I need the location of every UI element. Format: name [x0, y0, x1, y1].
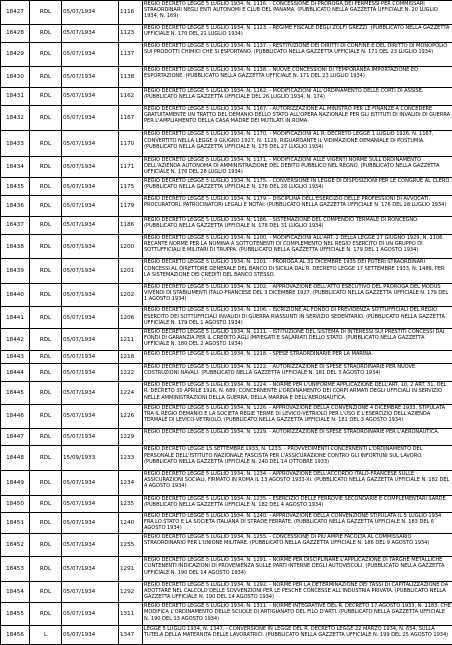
register-row	[1, 533, 452, 557]
act-type: RDL	[30, 446, 62, 471]
act-date: 05/07/1934	[62, 196, 119, 216]
record-number: 18431	[1, 87, 30, 105]
act-description: LEGGE 5 LUGLIO 1934, N. 1347. - CONVERSIONE IN LEGGE DEL R. DECRETO LEGGE 22 MARZO 1934, N. 654, SULLA TUTELA DELLA MATERNITA DELLE LAVORATRICI. (PUBBLICATO NELLA GAZZETTA UFFICIALE N. 199 DEL 25 AGOSTO 1934)	[143, 625, 452, 644]
record-number: 18429	[1, 42, 30, 67]
act-type: RDL	[30, 533, 62, 557]
act-description: REGIO DECRETO LEGGE 5 LUGLIO 1934, N. 1291. - NORME PER DISCIPLINARE L'APPLICAZIONE DI TARGHE METALLICHE CONTENENTI INDICAZIONI DI PROVENIENZA SULLE PARTI INTERNE DEGLI AUTOVEICOLI. (PUBBLICATO NELLA GAZZETTA UFFICIALE N. 190 DEL 14 AGOSTO 1934)	[143, 557, 452, 582]
act-date: 05/07/1934	[62, 283, 119, 307]
act-date: 05/07/1934	[62, 42, 119, 67]
act-description: REGIO DECRETO LEGGE 5 LUGLIO 1934, N. 1200. - MODIFICAZIONI ALL'ART. 2 DELLA LEGGE 27 GIUGNO 1929, N. 1106, RECANTE NORME PER LA NOMINA A SOTTOTENENTI DI COMPLEMENTO NEL REGIO ESERCITO DI UN GRUPPO DI SOTTUFFICIALI E MILITARI DI TRUPPA. (PUBBLICATO NELLA GAZZETTA UFFICIALE N. 179 DEL 1 AGOSTO 1934)	[143, 234, 452, 259]
act-date: 05/07/1934	[62, 157, 119, 178]
register-body	[1, 1, 452, 645]
record-number: 18443	[1, 351, 30, 364]
record-number: 18444	[1, 364, 30, 382]
act-sequence-number: 1292	[119, 581, 143, 602]
act-date: 05/07/1934	[62, 581, 119, 602]
register-row	[1, 495, 452, 512]
record-number: 18436	[1, 196, 30, 216]
act-description: REGIO DECRETO LEGGE 15 SETTEMBRE 1933, N. 1233. - PROVVEDIMENTI CONCERNENTI L'ORDINAMENTO DEL PERSONALE DELL'ISTITUTO NAZIONALE FASCISTA PER L'ASSICURAZIONE CONTRO GLI INFORTUNI SUL LAVORO. (PUBBLICATO NELLA GAZZETTA UFFICIALE N. 240 DEL 14 OTTOBRE 1933)	[143, 446, 452, 471]
record-number: 18441	[1, 307, 30, 328]
act-description: REGIO DECRETO LEGGE 5 LUGLIO 1934, N. 1167. - AUTORIZZAZIONE AL MINISTRO PER LE FINANZE A CONCEDERE GRATUITAMENTE UN TRATTO DEL DEMANIO DELLO STATO ALL'OPERA NAZIONALE PER GLI ISTITUTI DI INVALIDI DI GUERRA PER L'AMPLIAMENTO DELLA CASA MADRE DEI MUTILATI IN ROMA.	[143, 105, 452, 131]
act-sequence-number: 1224	[119, 382, 143, 404]
record-number: 18435	[1, 178, 30, 196]
act-sequence-number: 1138	[119, 67, 143, 87]
act-date: 05/07/1934	[62, 259, 119, 284]
act-sequence-number: 1229	[119, 429, 143, 446]
act-sequence-number: 1211	[119, 328, 143, 350]
register-row	[1, 216, 452, 234]
act-sequence-number: 1311	[119, 603, 143, 625]
act-description: REGIO DECRETO LEGGE 5 LUGLIO 1934, N. 1235. - ESERCIZIO DELLE FERROVIE SECONDARIE E COMPLEMENTARI SARDE. (PUBBLICATO NELLA GAZZETTA UFFICIALE N. 182 DEL 4 AGOSTO 1934)	[143, 495, 452, 512]
act-description: REGIO DECRETO LEGGE 5 LUGLIO 1934, N. 1292. - NORME PER LA DETERMINAZIONE DEI TASSI DI CAPITALIZZAZIONE DA ADOTTARE NEL CALCOLO DELLE SOVVENZIONI PER LE PESCHE CONCESSE ALL'INDUSTRIA PRIVATA. (PUBBLICATO NELLA GAZZETTA UFFICIALE N. 190 DEL 14 AGOSTO 1934)	[143, 581, 452, 602]
act-description: REGIO DECRETO LEGGE 5 LUGLIO 1934, N. 1201. - PROROGA AL 31 DICEMBRE 1935 DEI POTERI STRAORDINARI CONCESSI AL DIRETTORE GENERALE DEL BANCO DI SICILIA DAL R. DECRETO LEGGE 17 SETTEMBRE 1933, N. 1486, PER LA SISTEMAZIONE DEI CREDITI DEL BANCO STESSO.	[143, 259, 452, 284]
act-sequence-number: 1233	[119, 446, 143, 471]
act-type: RDL	[30, 470, 62, 495]
register-row	[1, 131, 452, 157]
act-type: RDL	[30, 429, 62, 446]
record-number: 18456	[1, 625, 30, 644]
register-row	[1, 429, 452, 446]
act-date: 05/07/1934	[62, 512, 119, 533]
record-number: 18430	[1, 67, 30, 87]
record-number: 18433	[1, 131, 30, 157]
act-sequence-number: 1255	[119, 533, 143, 557]
act-date: 05/07/1934	[62, 625, 119, 644]
register-row	[1, 470, 452, 495]
act-description: REGIO DECRETO LEGGE 5 LUGLIO 1934, N. 1138. - NUOVE CONCESSIONI DI TEMPORANEA IMPORTAZIONE ED ESPORTAZIONE. (PUBBLICATO NELLA GAZZETTA UFFICIALE N. 171 DEL 23 LUGLIO 1934)	[143, 67, 452, 87]
act-type: RDL	[30, 196, 62, 216]
act-type: RDL	[30, 495, 62, 512]
act-sequence-number: 1206	[119, 307, 143, 328]
act-type: RDL	[30, 67, 62, 87]
record-number: 18446	[1, 404, 30, 429]
register-row	[1, 67, 452, 87]
act-description: REGIO DECRETO LEGGE 5 LUGLIO 1934, N. 1202. - APPROVAZIONE DELL'ATTO ESECUTIVO DEL PROROGA DEL MODUS VIVENDI DI STABILIMENTI ITALO-FRANCESE DEL 3 DICEMBRE 1927. (PUBBLICATO NELLA GAZZETTA UFFICIALE N. 179 DEL 1 AGOSTO 1934)	[143, 283, 452, 307]
act-date: 05/07/1934	[62, 1, 119, 25]
act-date: 05/07/1934	[62, 495, 119, 512]
register-row	[1, 259, 452, 284]
record-number: 18450	[1, 495, 30, 512]
act-sequence-number: 1235	[119, 495, 143, 512]
act-type: RDL	[30, 105, 62, 131]
act-sequence-number: 1201	[119, 259, 143, 284]
register-row	[1, 382, 452, 404]
register-row	[1, 1, 452, 25]
act-sequence-number: 1179	[119, 196, 143, 216]
act-date: 05/07/1934	[62, 216, 119, 234]
act-description: REGIO DECRETO LEGGE 5 LUGLIO 1934, N. 1234. - APPROVAZIONE DELL'ACCORDO ITALO-FRANCESE SULLE ASSICURAZIONI SOCIALI, FIRMATO IN ROMA IL 13 AGOSTO 1933-XI. (PUBBLICATO NELLA GAZZETTA UFFICIALE N. 182 DEL 4 AGOSTO 1934)	[143, 470, 452, 495]
act-description: REGIO DECRETO LEGGE 5 LUGLIO 1934, N. 1123. - REGIME FISCALE DEGLI ZOLFI GREZZI. (PUBBLICATO NELLA GAZZETTA UFFICIALE N. 170 DEL 21 LUGLIO 1934)	[143, 24, 452, 42]
act-date: 05/07/1934	[62, 382, 119, 404]
act-type: L	[30, 625, 62, 644]
register-row	[1, 196, 452, 216]
act-sequence-number: 1137	[119, 42, 143, 67]
act-date: 05/07/1934	[62, 105, 119, 131]
act-sequence-number: 1170	[119, 131, 143, 157]
record-number: 18428	[1, 24, 30, 42]
register-row	[1, 157, 452, 178]
act-type: RDL	[30, 87, 62, 105]
act-description: REGIO DECRETO LEGGE 5 LUGLIO 1934, N. 1206. - ISCRIZIONE AL FONDO DI PREVIDENZA SOTTUFFICIALI DEL REGIO ESERCITO DEI SOTTUFFICIALI INVALIDI DI GUERRA RIASSUNTI IN SERVIZIO SEDENTARIO. (PUBBLICATO NELLA GAZZETTA UFFICIALE N. 179 DEL 1 AGOSTO 1934)	[143, 307, 452, 328]
act-description: REGIO DECRETO LEGGE 5 LUGLIO 1934, N. 1175. - CONVERSIONE IN LEGGE DI DISPOSIZIONI PER LE CONGRUE AL CLERO. (PUBBLICATO NELLA GAZZETTA UFFICIALE N. 176 DEL 28 LUGLIO 1934)	[143, 178, 452, 196]
act-sequence-number: 1291	[119, 557, 143, 582]
register-row	[1, 446, 452, 471]
act-date: 05/07/1934	[62, 557, 119, 582]
register-row	[1, 581, 452, 602]
act-description: REGIO DECRETO LEGGE 5 LUGLIO 1934, N. 1179. - DISCIPLINA DELL'ESERCIZIO DELLE PROFESSIONI DI AVVOCATI, PROCURATORI, PATROCINATORI LEGALI E NOTAI. (PUBBLICATO NELLA GAZZETTA UFFICIALE N. 176 DEL 28 LUGLIO 1934)	[143, 196, 452, 216]
act-sequence-number: 1347	[119, 625, 143, 644]
record-number: 18452	[1, 533, 30, 557]
act-sequence-number: 1123	[119, 24, 143, 42]
record-number: 18437	[1, 216, 30, 234]
act-date: 05/07/1934	[62, 603, 119, 625]
act-type: RDL	[30, 24, 62, 42]
act-date: 05/07/1934	[62, 533, 119, 557]
register-row	[1, 178, 452, 196]
act-type: RDL	[30, 1, 62, 25]
act-description: REGIO DECRETO LEGGE 5 LUGLIO 1934, N. 1137. - RESTITUZIONE DEI DIRITTI DI CONFINE E DEL DIRITTO DI MONOPOLIO SUI PRODOTTI CHIMICI CHE SI ESPORTANO. (PUBBLICATO NELLA GAZZETTA UFFICIALE N. 171 DEL 23 LUGLIO 1934)	[143, 42, 452, 67]
act-date: 05/07/1934	[62, 351, 119, 364]
act-description: REGIO DECRETO LEGGE 5 LUGLIO 1934, N. 1170. - MODIFICAZIONI AL R. DECRETO LEGGE 1 LUGLIO 1926, N. 1167, CONVERTITO NELLA LEGGE 9 GIUGNO 1927, N. 1129, RIGUARDANTE IL VIDIMAZIONE DEMANIALE DI POSTUMIA. (PUBBLICATO NELLA GAZZETTA UFFICIALE N. 175 DEL 27 LUGLIO 1934)	[143, 131, 452, 157]
act-description: REGIO DECRETO LEGGE 5 LUGLIO 1934, N. 1311. - NORME INTEGRATIVE DEL R. DECRETO 17 AGOSTO 1933, N. 1183, CHE MODIFICA L'ORDINAMENTO DELLE SCUOLE DI ARTIGIANATO DEL FILO D'ARTI. (PUBBLICATO NELLA GAZZETTA UFFICIALE N. 190 DEL 13 AGOSTO 1934)	[143, 603, 452, 625]
register-row	[1, 307, 452, 328]
act-description: REGIO DECRETO LEGGE 5 LUGLIO 1934, N. 1222. - AUTORIZZAZIONE DI SPESE STRAORDINARIE PER NUOVE COSTRUZIONI NAVALI. (PUBBLICATO NELLA GAZZETTA UFFICIALE N. 181 DEL 3 AGOSTO 1934)	[143, 364, 452, 382]
act-description: REGIO DECRETO LEGGE 5 LUGLIO 1934, N. 1255. - CONCESSIONE DI PIU AMPIE FACOLTA AL COMMISSARIO STRAORDINARIO PER L'UNIONE MILITARE. (PUBBLICATO NELLA GAZZETTA UFFICIALE N. 186 DEL 9 AGOSTO 1934)	[143, 533, 452, 557]
record-number: 18448	[1, 446, 30, 471]
record-number: 18438	[1, 234, 30, 259]
act-sequence-number: 1234	[119, 470, 143, 495]
act-sequence-number: 1226	[119, 404, 143, 429]
act-date: 05/07/1934	[62, 131, 119, 157]
register-row	[1, 351, 452, 364]
act-description: REGIO DECRETO LEGGE 5 LUGLIO 1934, N. 1186. - SISTEMAZIONE DEL COMPENDIO TERMALE DI RONCEGNO. (PUBBLICATO NELLA GAZZETTA UFFICIALE N. 178 DEL 31 LUGLIO 1934)	[143, 216, 452, 234]
act-type: RDL	[30, 404, 62, 429]
act-sequence-number: 1202	[119, 283, 143, 307]
act-type: RDL	[30, 512, 62, 533]
act-sequence-number: 1116	[119, 1, 143, 25]
act-sequence-number: 1218	[119, 351, 143, 364]
act-date: 05/07/1934	[62, 87, 119, 105]
act-type: RDL	[30, 328, 62, 350]
record-number: 18454	[1, 581, 30, 602]
act-description: REGIO DECRETO LEGGE 5 LUGLIO 1934, N. 1229. - AUTORIZZAZIONE DI SPESE STRAORDINARIE PER L'AERONAUTICA.	[143, 429, 452, 446]
act-type: RDL	[30, 42, 62, 67]
record-number: 18451	[1, 512, 30, 533]
act-date: 15/09/1933	[62, 446, 119, 471]
register-row	[1, 625, 452, 644]
record-number: 18434	[1, 157, 30, 178]
act-type: RDL	[30, 351, 62, 364]
act-date: 05/07/1934	[62, 328, 119, 350]
record-number: 18449	[1, 470, 30, 495]
record-number: 18427	[1, 1, 30, 25]
act-date: 05/07/1934	[62, 364, 119, 382]
register-row	[1, 42, 452, 67]
register-row	[1, 328, 452, 350]
register-row	[1, 87, 452, 105]
act-sequence-number: 1171	[119, 157, 143, 178]
record-number: 18445	[1, 382, 30, 404]
act-sequence-number: 1175	[119, 178, 143, 196]
act-type: RDL	[30, 307, 62, 328]
act-type: RDL	[30, 259, 62, 284]
act-type: RDL	[30, 234, 62, 259]
act-description: REGIO DECRETO LEGGE 5 LUGLIO 1934, N. 1211. - ISTITUZIONE DEL SISTEMA DI INTERESSI SUI PRESTITI CONCESSI DAI FONDI DI GARANZIA PER IL CREDITO AGLI IMPIEGATI E SALARIATI DELLO STATO. (PUBBLICATO NELLA GAZZETTA UFFICIALE N. 180 DEL 2 AGOSTO 1934)	[143, 328, 452, 350]
act-description: REGIO DECRETO LEGGE 5 LUGLIO 1934, N. 1162. - MODIFICAZIONI ALL'ORDINAMENTO DELLE CORTI DI ASSISE. (PUBBLICATO NELLA GAZZETTA UFFICIALE DEL 26 LUGLIO 1934, N. 174)	[143, 87, 452, 105]
record-number: 18453	[1, 557, 30, 582]
act-date: 05/07/1934	[62, 67, 119, 87]
record-number: 18432	[1, 105, 30, 131]
act-description: REGIO DECRETO LEGGE 5 LUGLIO 1934, N. 1218. - SPESE STRAORDINARIE PER LA MARINA.	[143, 351, 452, 364]
act-date: 05/07/1934	[62, 307, 119, 328]
register-row	[1, 105, 452, 131]
act-date: 05/07/1934	[62, 178, 119, 196]
act-description: REGIO DECRETO LEGGE 5 LUGLIO 1934, N. 1116. - CONCESSIONE DI PROROGA DEI PERMESSI PER COMMISSARI STRAORDINARI NEGLI ENTI AUTONOMI E CLUB DEL PANAMA. (PUBBLICATO NELLA GAZZETTA UFFICIALE N. 20 LUGLIO 1934, N. 169)	[143, 1, 452, 25]
act-type: RDL	[30, 382, 62, 404]
act-type: RDL	[30, 603, 62, 625]
register-row	[1, 404, 452, 429]
act-type: RDL	[30, 178, 62, 196]
act-sequence-number: 1186	[119, 216, 143, 234]
act-date: 05/07/1934	[62, 429, 119, 446]
register-row	[1, 512, 452, 533]
act-date: 05/07/1934	[62, 470, 119, 495]
act-type: RDL	[30, 364, 62, 382]
act-date: 05/07/1934	[62, 24, 119, 42]
act-description: REGIO DECRETO LEGGE 5 LUGLIO 1934, N. 1171. - MODIFICAZIONI ALLE VIGENTI NORME SULL'ORDINAMENTO DELL'AZIENDA AUTONOMA DI AMMINISTRAZIONE DEL DEBITO PUBBLICO NEL REGNO. (PUBBLICATO NELLA GAZZETTA UFFICIALE N. 176 DEL 28 LUGLIO 1934)	[143, 157, 452, 178]
register-row	[1, 557, 452, 582]
record-number: 18440	[1, 283, 30, 307]
record-number: 18447	[1, 429, 30, 446]
register-row	[1, 234, 452, 259]
act-sequence-number: 1200	[119, 234, 143, 259]
act-date: 05/07/1934	[62, 404, 119, 429]
record-number: 18442	[1, 328, 30, 350]
act-sequence-number: 1240	[119, 512, 143, 533]
act-type: RDL	[30, 216, 62, 234]
act-type: RDL	[30, 157, 62, 178]
register-row	[1, 364, 452, 382]
act-type: RDL	[30, 581, 62, 602]
act-sequence-number: 1162	[119, 87, 143, 105]
act-type: RDL	[30, 283, 62, 307]
record-number: 18455	[1, 603, 30, 625]
act-type: RDL	[30, 131, 62, 157]
act-description: REGIO DECRETO LEGGE 5 LUGLIO 1934, N. 1224. - NORME PER L'UNIFORME APPLICAZIONE DELL'ART. 10, 2 ART. 31, DEL R. DECRETO 30 APRILE 1926, N. 689, CONCERNENTE L'ORDINAMENTO DEI CORPI ARMATI DEGLI UFFICIALI IN SERVIZIO NELLE AMMINISTRAZIONI DELLA GUERRA, DELLA MARINA E DELL'AERONAUTICA.	[143, 382, 452, 404]
act-type: RDL	[30, 557, 62, 582]
act-description: REGIO DECRETO LEGGE 5 LUGLIO 1934, N. 1240. - APPROVAZIONE DELLA CONVENZIONE STIPULATA IL 5 LUGLIO 1934 FRA LO STATO E LA SOCIETA ITALIANA DI STRADE FERRATE. (PUBBLICATO NELLA GAZZETTA UFFICIALE N. 183 DEL 6 AGOSTO 1934)	[143, 512, 452, 533]
act-sequence-number: 1222	[119, 364, 143, 382]
act-description: REGIO DECRETO LEGGE 5 LUGLIO 1934, N. 1226. - APPROVAZIONE DELLA CONVENZIONE 4 DICEMBRE 1933, STIPULATA TRA IL REGIO DEMANIO E LA SOCIETA REGIE TERME DI LEVICO-VETRIOLO PER L'USO E L'ESERCIZIO DELL'AZIENDA TERMALE DI LEVICO-VETRIOLO. (PUBBLICATO NELLA GAZZETTA UFFICIALE N. 181 DEL 3 AGOSTO 1934)	[143, 404, 452, 429]
record-number: 18439	[1, 259, 30, 284]
register-row	[1, 283, 452, 307]
act-sequence-number: 1167	[119, 105, 143, 131]
register-row	[1, 603, 452, 625]
register-row	[1, 24, 452, 42]
act-date: 05/07/1934	[62, 234, 119, 259]
